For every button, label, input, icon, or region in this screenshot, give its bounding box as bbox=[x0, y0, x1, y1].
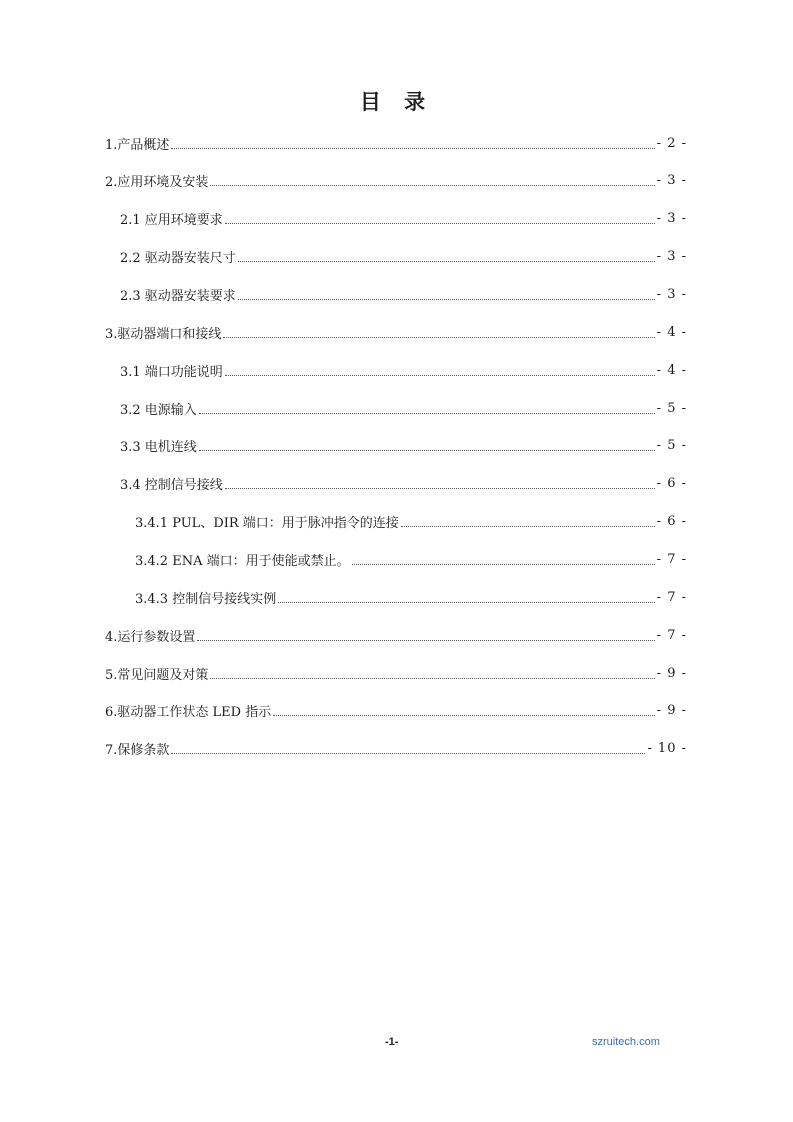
toc-dot-leader bbox=[223, 337, 654, 338]
toc-dot-leader bbox=[273, 715, 654, 716]
toc-entry-5[interactable] bbox=[105, 660, 687, 686]
toc-dot-leader bbox=[278, 602, 654, 603]
toc-entry-3-4-1[interactable] bbox=[135, 508, 687, 534]
toc-entry-label: 2.2 驱动器安装尺寸 bbox=[120, 250, 236, 266]
toc-entry-label: 3.4.1 PUL、DIR 端口：用于脉冲指令的连接 bbox=[135, 515, 399, 531]
toc-dot-leader bbox=[210, 185, 654, 186]
toc-entry-label: 3.1 端口功能说明 bbox=[120, 364, 223, 380]
toc-entry-page: - 7 - bbox=[656, 551, 687, 567]
footer-page-number: -1- bbox=[385, 1036, 399, 1048]
toc-dot-leader bbox=[401, 526, 655, 527]
toc-entry-3-4[interactable] bbox=[120, 470, 687, 496]
toc-entry-page: - 7 - bbox=[656, 627, 687, 643]
toc-dot-leader bbox=[225, 223, 655, 224]
toc-dot-leader bbox=[199, 413, 655, 414]
toc-entry-page: - 9 - bbox=[656, 702, 687, 718]
toc-entry-3-4-3[interactable] bbox=[135, 584, 687, 610]
page-title: 目 录 bbox=[359, 90, 434, 114]
toc-entry-page: - 6 - bbox=[656, 475, 687, 491]
toc-entry-label: 6.驱动器工作状态 LED 指示 bbox=[105, 704, 272, 720]
toc-entry-page: - 2 - bbox=[656, 135, 687, 151]
toc-entry-page: - 7 - bbox=[656, 589, 687, 605]
toc-dot-leader bbox=[352, 564, 655, 565]
toc-entry-label: 3.4 控制信号接线 bbox=[120, 477, 223, 493]
toc-entry-2-2[interactable] bbox=[120, 243, 687, 269]
toc-entry-3-2[interactable] bbox=[120, 395, 687, 421]
toc-entry-label: 3.4.3 控制信号接线实例 bbox=[135, 591, 277, 607]
toc-dot-leader bbox=[225, 488, 655, 489]
toc-entry-page: - 5 - bbox=[656, 437, 687, 453]
toc-entry-1[interactable] bbox=[105, 130, 687, 156]
toc-entry-label: 3.2 电源输入 bbox=[120, 402, 197, 418]
toc-entry-label: 4.运行参数设置 bbox=[105, 629, 196, 645]
toc-entry-label: 5.常见问题及对策 bbox=[105, 667, 209, 683]
toc-entry-3-4-2[interactable] bbox=[135, 546, 687, 572]
toc-dot-leader bbox=[171, 753, 645, 754]
toc-dot-leader bbox=[225, 375, 655, 376]
toc-entry-label: 1.产品概述 bbox=[105, 137, 170, 153]
toc-entry-page: - 10 - bbox=[647, 740, 687, 756]
toc-entry-2-3[interactable] bbox=[120, 281, 687, 307]
toc-entry-page: - 4 - bbox=[656, 362, 687, 378]
toc-dot-leader bbox=[197, 640, 654, 641]
toc-entry-2-1[interactable] bbox=[120, 205, 687, 231]
footer-website: szruitech.com bbox=[592, 1036, 660, 1048]
toc-entry-2[interactable] bbox=[105, 168, 687, 194]
toc-entry-page: - 5 - bbox=[656, 400, 687, 416]
toc-entry-3[interactable] bbox=[105, 319, 687, 345]
toc-entry-3-1[interactable] bbox=[120, 357, 687, 383]
toc-entry-label: 2.1 应用环境要求 bbox=[120, 212, 223, 228]
toc-dot-leader bbox=[171, 148, 654, 149]
toc-dot-leader bbox=[238, 299, 655, 300]
toc-entry-label: 2.应用环境及安装 bbox=[105, 175, 209, 190]
toc-entry-3-3[interactable] bbox=[120, 432, 687, 458]
toc-entry-page: - 3 - bbox=[656, 210, 687, 226]
toc-entry-label: 3.3 电机连线 bbox=[120, 439, 197, 455]
toc-dot-leader bbox=[199, 450, 655, 451]
toc-entry-6[interactable] bbox=[105, 697, 687, 723]
toc-entry-4[interactable] bbox=[105, 622, 687, 648]
toc-entry-label: 2.3 驱动器安装要求 bbox=[120, 288, 236, 304]
toc-dot-leader bbox=[238, 261, 655, 262]
toc-entry-label: 3.4.2 ENA 端口：用于使能或禁止。 bbox=[135, 553, 350, 569]
toc-entry-page: - 3 - bbox=[656, 248, 687, 264]
toc-entry-page: - 3 - bbox=[656, 173, 687, 188]
toc-entry-page: - 9 - bbox=[656, 665, 687, 681]
toc-entry-label: 3.驱动器端口和接线 bbox=[105, 326, 222, 342]
toc-entry-page: - 4 - bbox=[656, 324, 687, 340]
toc-entry-7[interactable] bbox=[105, 735, 687, 761]
toc-dot-leader bbox=[210, 678, 654, 679]
toc-entry-page: - 6 - bbox=[656, 513, 687, 529]
toc-entry-page: - 3 - bbox=[656, 286, 687, 302]
toc-entry-label: 7.保修条款 bbox=[105, 742, 170, 758]
